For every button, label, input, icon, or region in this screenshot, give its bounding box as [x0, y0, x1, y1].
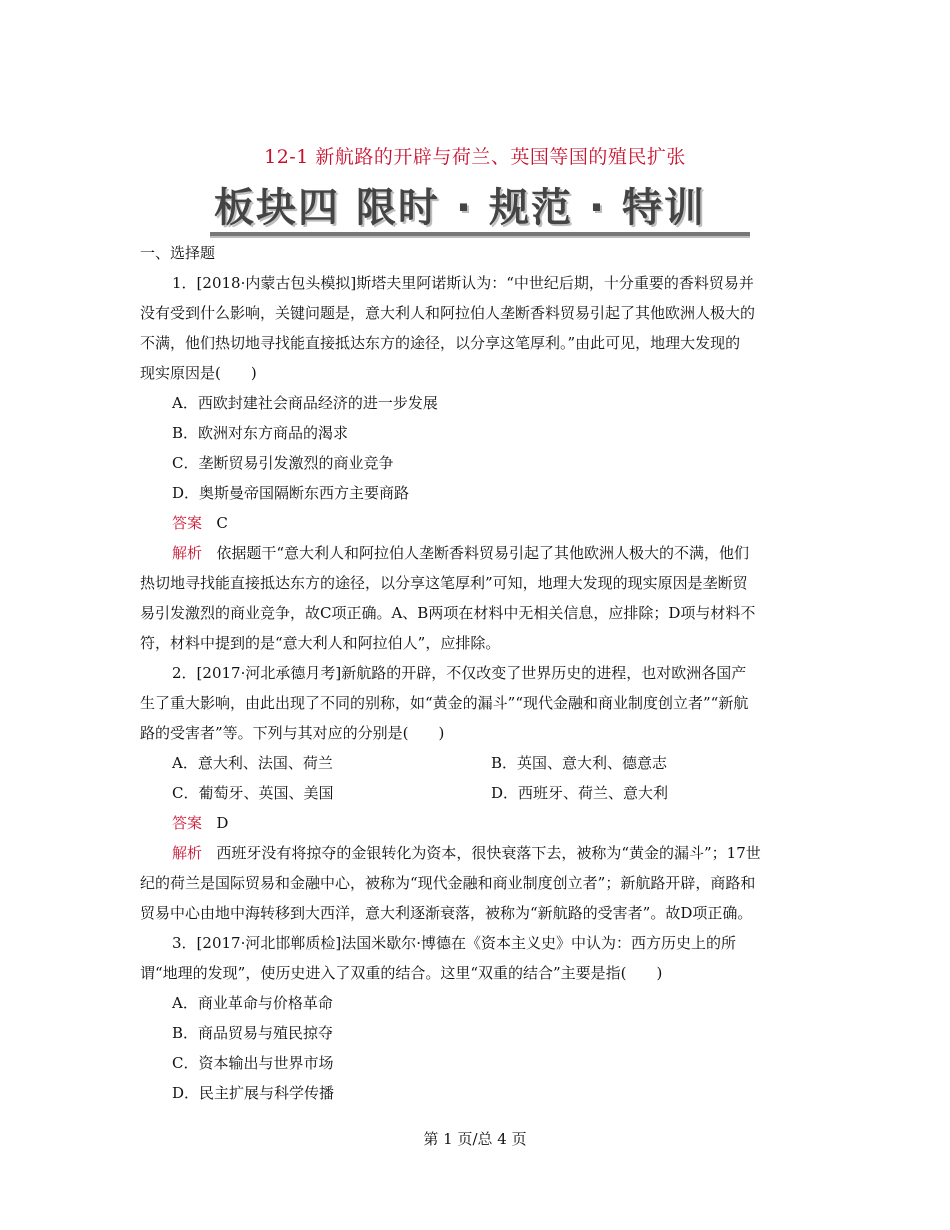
option-b: B．商品贸易与殖民掠夺	[172, 1024, 334, 1042]
analysis-label: 解析	[172, 844, 203, 862]
answer-label: 答案	[172, 814, 203, 832]
question-2	[140, 658, 810, 928]
answer-value: D	[216, 814, 229, 832]
question-line: 1．[2018·内蒙古包头模拟]斯塔夫里阿诺斯认为：“中世纪后期，十分重要的香料贸易并	[172, 274, 754, 292]
option-a: A．意大利、法国、荷兰	[172, 754, 333, 772]
question-3	[140, 928, 810, 1108]
analysis-line	[140, 538, 810, 568]
question-line: 没有受到什么影响，关键问题是，意大利人和阿拉伯人垄断香料贸易引起了其他欧洲人极大的	[140, 304, 756, 322]
option-b: B．英国、意大利、德意志	[491, 754, 668, 772]
question-1	[140, 268, 810, 658]
analysis-line: 纪的荷兰是国际贸易和金融中心，被称为“现代金融和商业制度创立者”；新航路开辟，商路和	[140, 874, 756, 892]
section-heading: 一、选择题	[140, 244, 216, 262]
analysis-label: 解析	[172, 544, 203, 562]
analysis-line: 热切地寻找能直接抵达东方的途径，以分享这笔厚利”可知，地理大发现的现实原因是垄断贸	[140, 574, 748, 592]
option-c: C．资本输出与世界市场	[172, 1054, 334, 1072]
section-banner	[210, 172, 750, 242]
analysis-line: 易引发激烈的商业竞争，故C项正确。A、B两项在材料中无相关信息，应排除；D项与材料不	[140, 604, 756, 622]
option-c: C．葡萄牙、英国、美国	[172, 784, 334, 802]
banner-text: 板块四 限时 · 规范 · 特训	[214, 185, 707, 231]
page-footer: 第 1 页/总 4 页	[423, 1130, 527, 1148]
question-line: 谓“地理的发现”，使历史进入了双重的结合。这里“双重的结合”主要是指( )	[140, 964, 663, 982]
options-row	[140, 748, 810, 778]
question-line: 3．[2017·河北邯郸质检]法国米歇尔·博德在《资本主义史》中认为：西方历史上的所	[172, 934, 736, 952]
answer-line	[140, 808, 810, 838]
answer-value: C	[216, 514, 228, 532]
analysis-line: 贸易中心由地中海转移到大西洋，意大利逐渐衰落，被称为“新航路的受害者”。故D项正确。	[140, 904, 753, 922]
question-line: 2．[2017·河北承德月考]新航路的开辟，不仅改变了世界历史的进程，也对欧洲各国产	[172, 664, 747, 682]
option-d: D．奥斯曼帝国隔断东西方主要商路	[172, 484, 410, 502]
analysis-text: 依据题干“意大利人和阿拉伯人垄断香料贸易引起了其他欧洲人极大的不满，他们	[216, 544, 750, 562]
content	[140, 238, 810, 1108]
option-c: C．垄断贸易引发激烈的商业竞争	[172, 454, 394, 472]
question-line: 路的受害者”等。下列与其对应的分别是( )	[140, 724, 445, 742]
option-d: D．民主扩展与科学传播	[172, 1084, 335, 1102]
analysis-line	[140, 838, 810, 868]
option-a: A．西欧封建社会商品经济的进一步发展	[172, 394, 438, 412]
answer-label: 答案	[172, 514, 203, 532]
analysis-line: 符，材料中提到的是“意大利人和阿拉伯人”，应排除。	[140, 634, 501, 652]
option-d: D．西班牙、荷兰、意大利	[491, 784, 669, 802]
question-line: 不满，他们热切地寻找能直接抵达东方的途径，以分享这笔厚利。”由此可见，地理大发现的	[140, 334, 741, 352]
document-title: 12-1 新航路的开辟与荷兰、英国等国的殖民扩张	[264, 146, 686, 168]
options-row	[140, 778, 810, 808]
question-line: 生了重大影响，由此出现了不同的别称，如“黄金的漏斗”“现代金融和商业制度创立者”“新航	[140, 694, 749, 712]
question-line: 现实原因是( )	[140, 364, 257, 382]
option-a: A．商业革命与价格革命	[172, 994, 333, 1012]
answer-line	[140, 508, 810, 538]
analysis-text: 西班牙没有将掠夺的金银转化为资本，很快衰落下去，被称为“黄金的漏斗”；17世	[216, 844, 761, 862]
option-b: B．欧洲对东方商品的渴求	[172, 424, 349, 442]
